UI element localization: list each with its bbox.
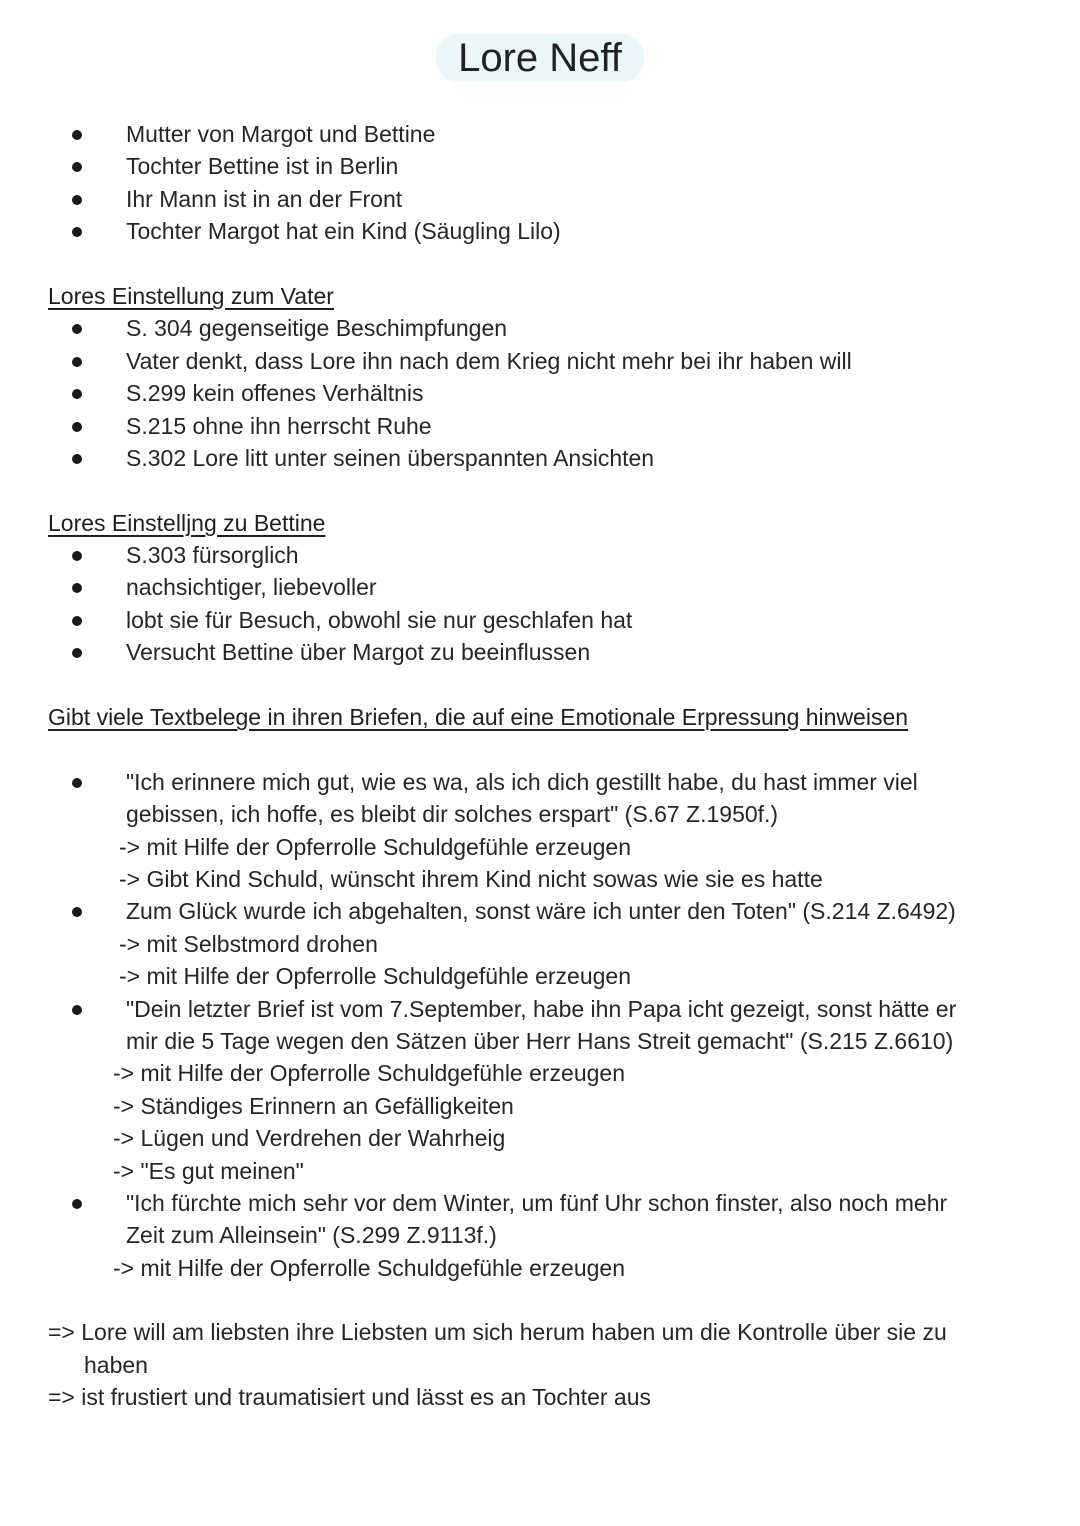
list-item: Ihr Mann ist in an der Front xyxy=(0,183,1080,215)
bullet-icon xyxy=(72,1005,82,1015)
list-item: lobt sie für Besuch, obwohl sie nur geschlafen hat xyxy=(0,604,1080,636)
bullet-icon xyxy=(72,616,82,626)
analysis-note: -> Lügen und Verdrehen der Wahrheig xyxy=(113,1125,506,1152)
bullet-icon xyxy=(72,195,82,205)
list-item: Tochter Bettine ist in Berlin xyxy=(0,150,1080,182)
quote-item: Zum Glück wurde ich abgehalten, sonst wäre ich unter den Toten" (S.214 Z.6492) xyxy=(0,895,1080,927)
analysis-note: -> mit Hilfe der Opferrolle Schuldgefühle erzeugen xyxy=(119,963,632,990)
conclusion-line: => ist frustiert und traumatisiert und lässt es an Tochter aus xyxy=(48,1384,651,1411)
conclusion-line: => Lore will am liebsten ihre Liebsten um sich herum haben um die Kontrolle über sie zu xyxy=(48,1319,947,1346)
bullet-icon xyxy=(72,389,82,399)
quote-item: "Dein letzter Brief ist vom 7.September, habe ihn Papa icht gezeigt, sonst hätte er xyxy=(0,993,1080,1025)
section-heading-erpressung: Gibt viele Textbelege in ihren Briefen, die auf eine Emotionale Erpressung hinweisen xyxy=(48,704,909,731)
list-item: nachsichtiger, liebevoller xyxy=(0,571,1080,603)
list-item: Versucht Bettine über Margot zu beeinflussen xyxy=(0,636,1080,668)
bullet-icon xyxy=(72,907,82,917)
bullet-icon xyxy=(72,1199,82,1209)
bullet-icon xyxy=(72,357,82,367)
analysis-note: -> Gibt Kind Schuld, wünscht ihrem Kind nicht sowas wie sie es hatte xyxy=(119,865,823,892)
analysis-note: -> mit Hilfe der Opferrolle Schuldgefühle erzeugen xyxy=(113,1060,626,1087)
bullet-icon xyxy=(72,551,82,561)
bullet-icon xyxy=(72,583,82,593)
analysis-note: -> mit Selbstmord drohen xyxy=(119,930,378,957)
list-item: Tochter Margot hat ein Kind (Säugling Lilo) xyxy=(0,215,1080,247)
bullet-icon xyxy=(72,422,82,432)
analysis-note: -> mit Hilfe der Opferrolle Schuldgefühle erzeugen xyxy=(113,1254,626,1281)
bullet-icon xyxy=(72,130,82,140)
bullet-icon xyxy=(72,778,82,788)
list-item: S.215 ohne ihn herrscht Ruhe xyxy=(0,410,1080,442)
list-item: S. 304 gegenseitige Beschimpfungen xyxy=(0,312,1080,344)
page-title: Lore Neff xyxy=(436,34,644,82)
list-item: Vater denkt, dass Lore ihn nach dem Krieg nicht mehr bei ihr haben will xyxy=(0,345,1080,377)
list-item: S.299 kein offenes Verhältnis xyxy=(0,377,1080,409)
document-body xyxy=(0,118,1080,1414)
section-heading-vater: Lores Einstellung zum Vater xyxy=(48,282,334,309)
bullet-icon xyxy=(72,324,82,334)
page-title-wrapper xyxy=(0,34,1080,82)
bullet-icon xyxy=(72,648,82,658)
analysis-note: -> mit Hilfe der Opferrolle Schuldgefühle erzeugen xyxy=(119,833,632,860)
list-item: Mutter von Margot und Bettine xyxy=(0,118,1080,150)
section-heading-bettine: Lores Einstelljng zu Bettine xyxy=(48,509,326,536)
quote-item: "Ich fürchte mich sehr vor dem Winter, um fünf Uhr schon finster, also noch mehr xyxy=(0,1187,1080,1219)
analysis-note: -> Ständiges Erinnern an Gefälligkeiten xyxy=(113,1092,514,1119)
quote-continuation: mir die 5 Tage wegen den Sätzen über Herr Hans Streit gemacht" (S.215 Z.6610) xyxy=(126,1027,954,1054)
conclusion-continuation: haben xyxy=(84,1351,148,1378)
analysis-note: -> "Es gut meinen" xyxy=(113,1157,304,1184)
quote-continuation: Zeit zum Alleinsein" (S.299 Z.9113f.) xyxy=(126,1222,497,1249)
quote-continuation: gebissen, ich hoffe, es bleibt dir solches erspart" (S.67 Z.1950f.) xyxy=(126,801,779,828)
quote-item: "Ich erinnere mich gut, wie es wa, als ich dich gestillt habe, du hast immer viel xyxy=(0,766,1080,798)
bullet-icon xyxy=(72,162,82,172)
bullet-icon xyxy=(72,227,82,237)
list-item: S.302 Lore litt unter seinen überspannten Ansichten xyxy=(0,442,1080,474)
bullet-icon xyxy=(72,454,82,464)
list-item: S.303 fürsorglich xyxy=(0,539,1080,571)
